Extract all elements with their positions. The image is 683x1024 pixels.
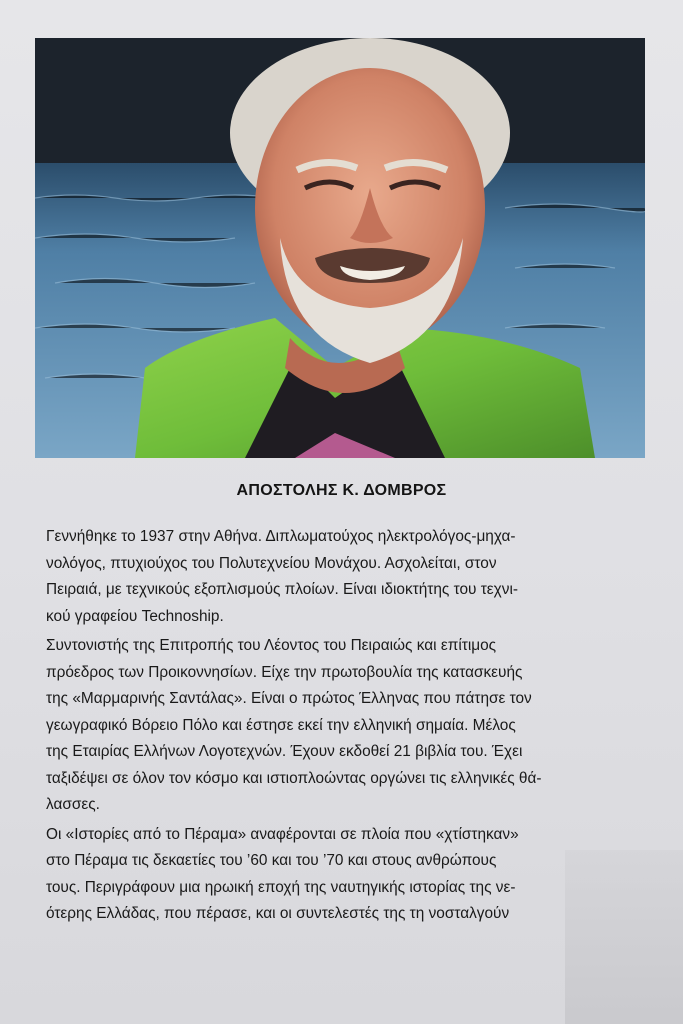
author-name-heading: ΑΠΟΣΤΟΛΗΣ Κ. ΔΟΜΒΡΟΣ [236,482,447,499]
text-line: Γεννήθηκε το 1937 στην Αθήνα. Διπλωματούχος ηλεκτρολόγος-μηχα- [46,528,516,545]
text-line: ταξιδέψει σε όλον τον κόσμο και ιστιοπλοώντας οργώνει τις ελληνικές θά- [46,769,542,787]
text-line: γεωγραφικό Βόρειο Πόλο και έστησε εκεί την ελληνική σημαία. Μέλος [46,716,516,734]
text-line: Οι «Ιστορίες από το Πέραμα» αναφέρονται σε πλοία που «χτίστηκαν» [46,825,519,843]
text-line: τους. Περιγράφουν μια ηρωική εποχή της ναυτηγικής ιστορίας της νε- [46,878,516,896]
text-line: στο Πέραμα τις δεκαετίες του ’60 και του ’70 και στους ανθρώπους [46,852,497,869]
portrait-illustration [35,38,645,458]
portrait-photo [35,38,645,458]
text-line: της «Μαρμαρινής Σαντάλας». Είναι ο πρώτος Έλληνας που πάτησε τον [46,690,532,707]
text-line: πρόεδρος των Προικοννησίων. Είχε την πρωτοβουλία της κατασκευής [46,663,523,681]
text-line: κού γραφείου Technoship. [46,607,224,625]
text-line: νολόγος, πτυχιούχος του Πολυτεχνείου Μονάχου. Ασχολείται, στον [46,554,497,572]
text-line: Συντονιστής της Επιτροπής του Λέοντος του Πειραιώς και επίτιμος [46,637,497,654]
biography-paragraph-1 [46,524,646,630]
text-line: ότερης Ελλάδας, που πέρασε, και οι συντελεστές της τη νοσταλγούν [46,905,510,922]
page-fold-shadow [565,850,683,1024]
text-line: της Εταιρίας Ελλήνων Λογοτεχνών. Έχουν εκδοθεί 21 βιβλία του. Έχει [46,743,523,760]
text-line: λασσες. [46,796,100,813]
biography-text [46,524,646,931]
biography-paragraph-3 [46,822,646,928]
biography-paragraph-2 [46,633,646,819]
text-line: Πειραιά, με τεχνικούς εξοπλισμούς πλοίων. Είναι ιδιοκτήτης του τεχνι- [46,581,518,598]
